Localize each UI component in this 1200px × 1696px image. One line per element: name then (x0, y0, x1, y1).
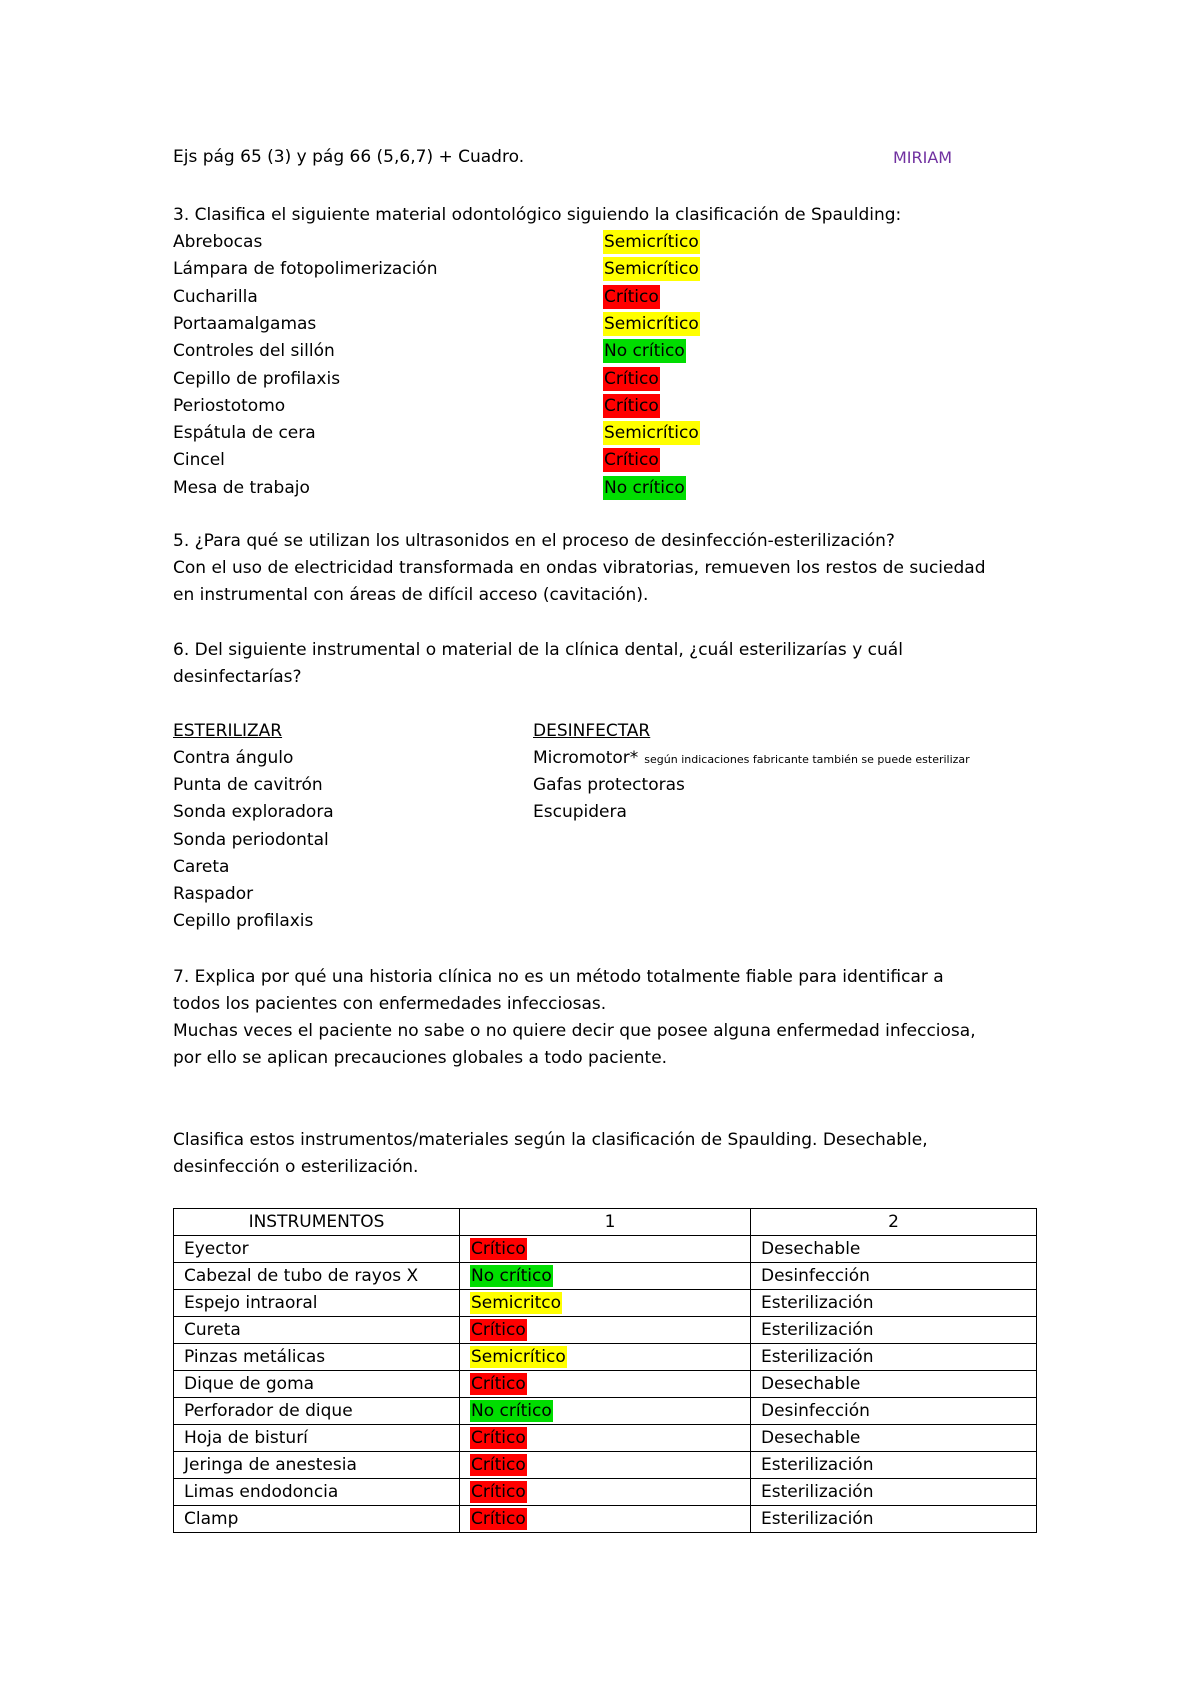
sterilize-item: Sonda exploradora (173, 802, 334, 823)
q3-item-class: Crítico (604, 286, 659, 307)
cuadro-intro-line-2: desinfección o esterilización. (173, 1157, 419, 1177)
table-row (174, 1317, 1037, 1344)
class-badge: Crítico (471, 1509, 526, 1529)
disinfect-item-label: Gafas protectoras (533, 775, 685, 796)
table-cell-action: Esterilización (751, 1479, 1037, 1506)
table-cell-class (460, 1344, 751, 1371)
table-row (174, 1371, 1037, 1398)
table-cell-action: Desinfección (751, 1398, 1037, 1425)
table-header-2: 2 (751, 1209, 1037, 1236)
table-cell-action: Esterilización (751, 1344, 1037, 1371)
q3-item-name: Controles del sillón (173, 341, 335, 362)
q3-item-name: Cincel (173, 450, 225, 471)
q3-item-name: Periostotomo (173, 395, 286, 416)
table-row (174, 1425, 1037, 1452)
disinfect-header: DESINFECTAR (533, 721, 651, 741)
sterilize-item: Cepillo profilaxis (173, 911, 314, 932)
q3-item-name: Cepillo de profilaxis (173, 368, 341, 389)
q3-item-class: No crítico (604, 341, 685, 362)
spaulding-table (173, 1208, 1037, 1533)
table-cell-instrument: Hoja de bisturí (174, 1425, 460, 1452)
class-badge: No crítico (471, 1401, 552, 1421)
table-row (174, 1236, 1037, 1263)
table-cell-action: Esterilización (751, 1452, 1037, 1479)
table-cell-action: Desinfección (751, 1263, 1037, 1290)
table-cell-instrument: Eyector (174, 1236, 460, 1263)
q3-item-class: Crítico (604, 450, 659, 471)
table-cell-instrument: Cabezal de tubo de rayos X (174, 1263, 460, 1290)
q3-item-name: Espátula de cera (173, 423, 316, 444)
q3-item-class: Crítico (604, 368, 659, 389)
table-cell-instrument: Pinzas metálicas (174, 1344, 460, 1371)
table-cell-class (460, 1263, 751, 1290)
class-badge: Crítico (471, 1482, 526, 1502)
disinfect-item (533, 772, 685, 798)
table-header-instrumentos: INSTRUMENTOS (174, 1209, 460, 1236)
table-cell-instrument: Espejo intraoral (174, 1290, 460, 1317)
table-cell-instrument: Dique de goma (174, 1371, 460, 1398)
class-badge: No crítico (471, 1266, 552, 1286)
micromotor-note: según indicaciones fabricante también se puede esterilizar (644, 753, 970, 766)
table-cell-class (460, 1290, 751, 1317)
table-row (174, 1290, 1037, 1317)
table-cell-class (460, 1371, 751, 1398)
answer-5-line-2: en instrumental con áreas de difícil acceso (cavitación). (173, 585, 649, 605)
table-row (174, 1263, 1037, 1290)
q3-item-class: No crítico (604, 477, 685, 498)
table-cell-instrument: Limas endodoncia (174, 1479, 460, 1506)
class-badge: Crítico (471, 1239, 526, 1259)
class-badge: Crítico (471, 1320, 526, 1340)
sterilize-item: Raspador (173, 884, 254, 904)
table-cell-action: Esterilización (751, 1290, 1037, 1317)
table-cell-class (460, 1317, 751, 1344)
table-cell-class (460, 1236, 751, 1263)
table-cell-action: Desechable (751, 1371, 1037, 1398)
table-cell-class (460, 1479, 751, 1506)
table-row (174, 1506, 1037, 1533)
disinfect-item-label: Escupidera (533, 802, 627, 823)
answer-7-line-1: Muchas veces el paciente no sabe o no quiere decir que posee alguna enfermedad infecciosa, (173, 1021, 976, 1041)
q3-item-name: Lámpara de fotopolimerización (173, 259, 438, 280)
class-badge: Semicritco (471, 1293, 562, 1313)
table-cell-class (460, 1398, 751, 1425)
q3-item-name: Portaamalgamas (173, 313, 317, 334)
question-6-line-2: desinfectarías? (173, 667, 302, 687)
q3-item-name: Cucharilla (173, 286, 258, 307)
table-header-1: 1 (460, 1209, 751, 1236)
table-cell-action: Esterilización (751, 1506, 1037, 1533)
q3-item-name: Abrebocas (173, 232, 263, 252)
sterilize-header: ESTERILIZAR (173, 721, 283, 741)
class-badge: Semicrítico (471, 1347, 566, 1367)
sterilize-item: Sonda periodontal (173, 829, 329, 850)
q3-item-class: Semicrítico (604, 259, 699, 280)
table-header-row (174, 1209, 1037, 1236)
document-title: Ejs pág 65 (3) y pág 66 (5,6,7) + Cuadro. (173, 147, 525, 167)
q3-item-class: Semicrítico (604, 313, 699, 334)
sterilize-item: Contra ángulo (173, 748, 294, 768)
table-cell-instrument: Clamp (174, 1506, 460, 1533)
table-body (174, 1236, 1037, 1533)
table-cell-instrument: Jeringa de anestesia (174, 1452, 460, 1479)
author-name: MIRIAM (893, 148, 953, 167)
answer-5-line-1: Con el uso de electricidad transformada en ondas vibratorias, remueven los restos de suciedad (173, 558, 986, 578)
sterilize-item: Punta de cavitrón (173, 775, 323, 796)
table-row (174, 1344, 1037, 1371)
class-badge: Crítico (471, 1428, 526, 1448)
table-cell-action: Esterilización (751, 1317, 1037, 1344)
table-cell-class (460, 1452, 751, 1479)
disinfect-item (533, 745, 970, 773)
answer-7-line-2: por ello se aplican precauciones globales a todo paciente. (173, 1048, 668, 1068)
question-5: 5. ¿Para qué se utilizan los ultrasonidos en el proceso de desinfección-esterilización? (173, 531, 895, 551)
table-cell-class (460, 1425, 751, 1452)
disinfect-item (533, 799, 627, 825)
table-row (174, 1452, 1037, 1479)
question-7-line-1: 7. Explica por qué una historia clínica no es un método totalmente fiable para identificar a (173, 967, 944, 987)
question-6-line-1: 6. Del siguiente instrumental o material de la clínica dental, ¿cuál esterilizarías y cuál (173, 640, 903, 660)
table-row (174, 1479, 1037, 1506)
disinfect-item-label: Micromotor* (533, 748, 639, 768)
q3-item-class: Semicrítico (604, 232, 699, 252)
cuadro-intro-line-1: Clasifica estos instrumentos/materiales según la clasificación de Spaulding. Desechable, (173, 1130, 928, 1150)
table-cell-instrument: Perforador de dique (174, 1398, 460, 1425)
table-cell-action: Desechable (751, 1425, 1037, 1452)
table-cell-action: Desechable (751, 1236, 1037, 1263)
q3-item-name: Mesa de trabajo (173, 477, 310, 498)
class-badge: Crítico (471, 1455, 526, 1475)
class-badge: Crítico (471, 1374, 526, 1394)
q3-item-class: Semicrítico (604, 423, 699, 444)
sterilize-item: Careta (173, 856, 230, 877)
question-7-line-2: todos los pacientes con enfermedades infecciosas. (173, 994, 607, 1014)
question-3: 3. Clasifica el siguiente material odontológico siguiendo la clasificación de Spaulding: (173, 205, 902, 225)
table-row (174, 1398, 1037, 1425)
table-cell-class (460, 1506, 751, 1533)
q3-item-class: Crítico (604, 395, 659, 416)
table-cell-instrument: Cureta (174, 1317, 460, 1344)
